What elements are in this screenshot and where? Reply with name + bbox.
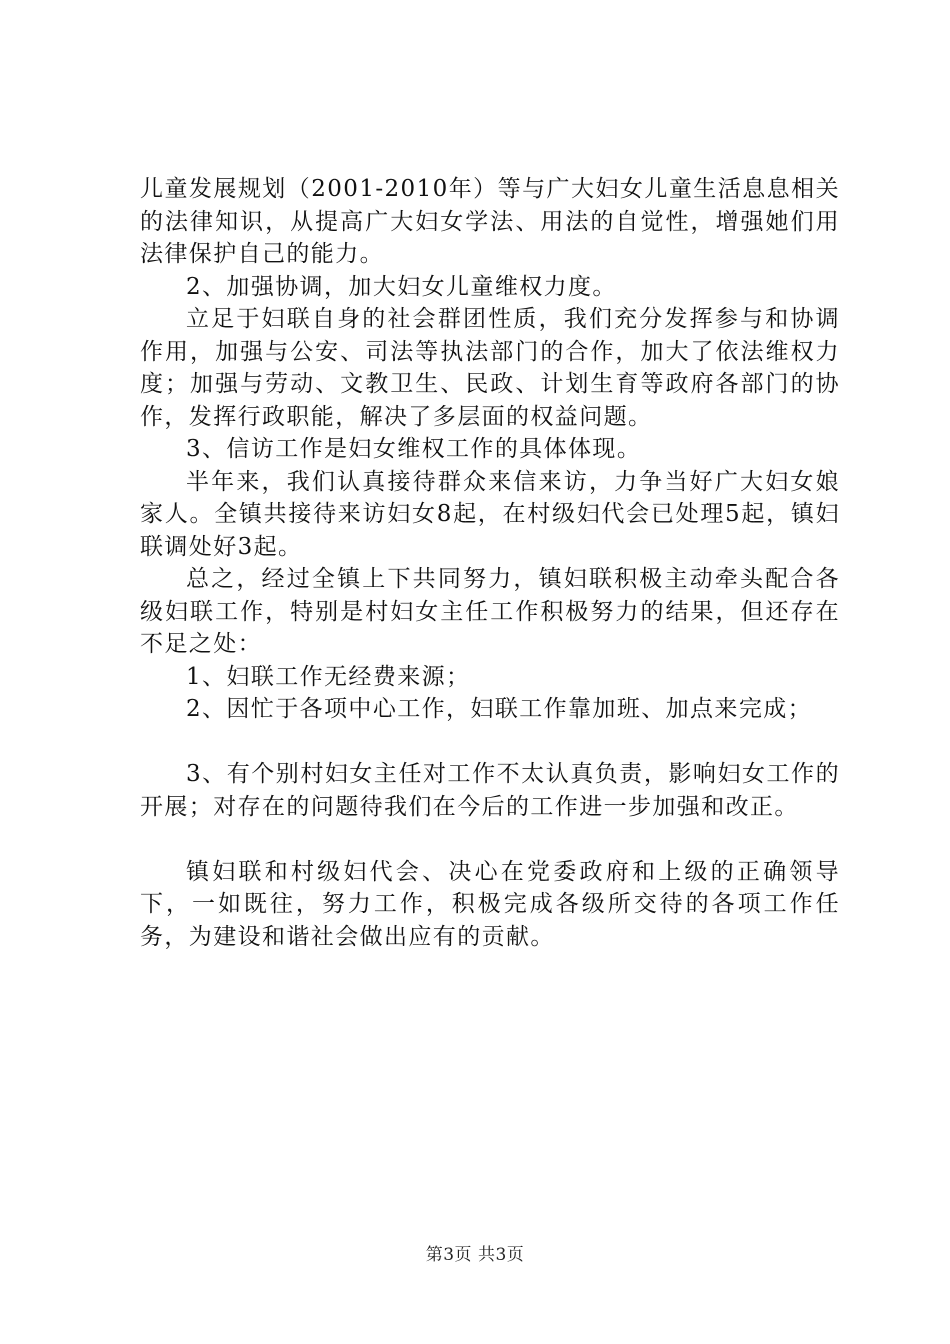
paragraph-spacer [140,823,840,856]
paragraph-summary: 总之，经过全镇上下共同努力，镇妇联积极主动牵头配合各级妇联工作，特别是村妇女主任工作积极努力的结果，但还存在不足之处： [140,566,840,657]
paragraph-spacer [140,726,840,759]
list-item-shortcoming-2: 2、因忙于各项中心工作，妇联工作靠加班、加点来完成； [186,696,813,722]
document-body [140,173,840,953]
heading-petition-work: 3、信访工作是妇女维权工作的具体体现。 [186,436,642,462]
list-item-shortcoming-1: 1、妇联工作无经费来源； [186,663,471,690]
list-item-shortcoming-3: 3、有个别村妇女主任对工作不太认真负责，影响妇女工作的开展；对存在的问题待我们在今后的工作进一步加强和改正。 [140,761,840,820]
paragraph-coordination: 立足于妇联自身的社会群团性质，我们充分发挥参与和协调作用，加强与公安、司法等执法部门的合作，加大了依法维权力度；加强与劳动、文教卫生、民政、计划生育等政府各部门的协作，发挥行政职能，解决了多层面的权益问题。 [140,306,840,430]
paragraph-petition-work: 半年来，我们认真接待群众来信来访，力争当好广大妇女娘家人。全镇共接待来访妇女8起，在村级妇代会已处理5起，镇妇联调处好3起。 [140,468,840,560]
paragraph-law-knowledge: 儿童发展规划（2001-2010年）等与广大妇女儿童生活息息相关的法律知识，从提高广大妇女学法、用法的自觉性，增强她们用法律保护自己的能力。 [140,176,840,267]
page-number-footer: 第3页 共3页 [425,1245,525,1265]
paragraph-conclusion: 镇妇联和村级妇代会、决心在党委政府和上级的正确领导下，一如既往，努力工作，积极完成各级所交待的各项工作任务，为建设和谐社会做出应有的贡献。 [140,858,840,950]
heading-coordination: 2、加强协调，加大妇女儿童维权力度。 [186,273,617,300]
